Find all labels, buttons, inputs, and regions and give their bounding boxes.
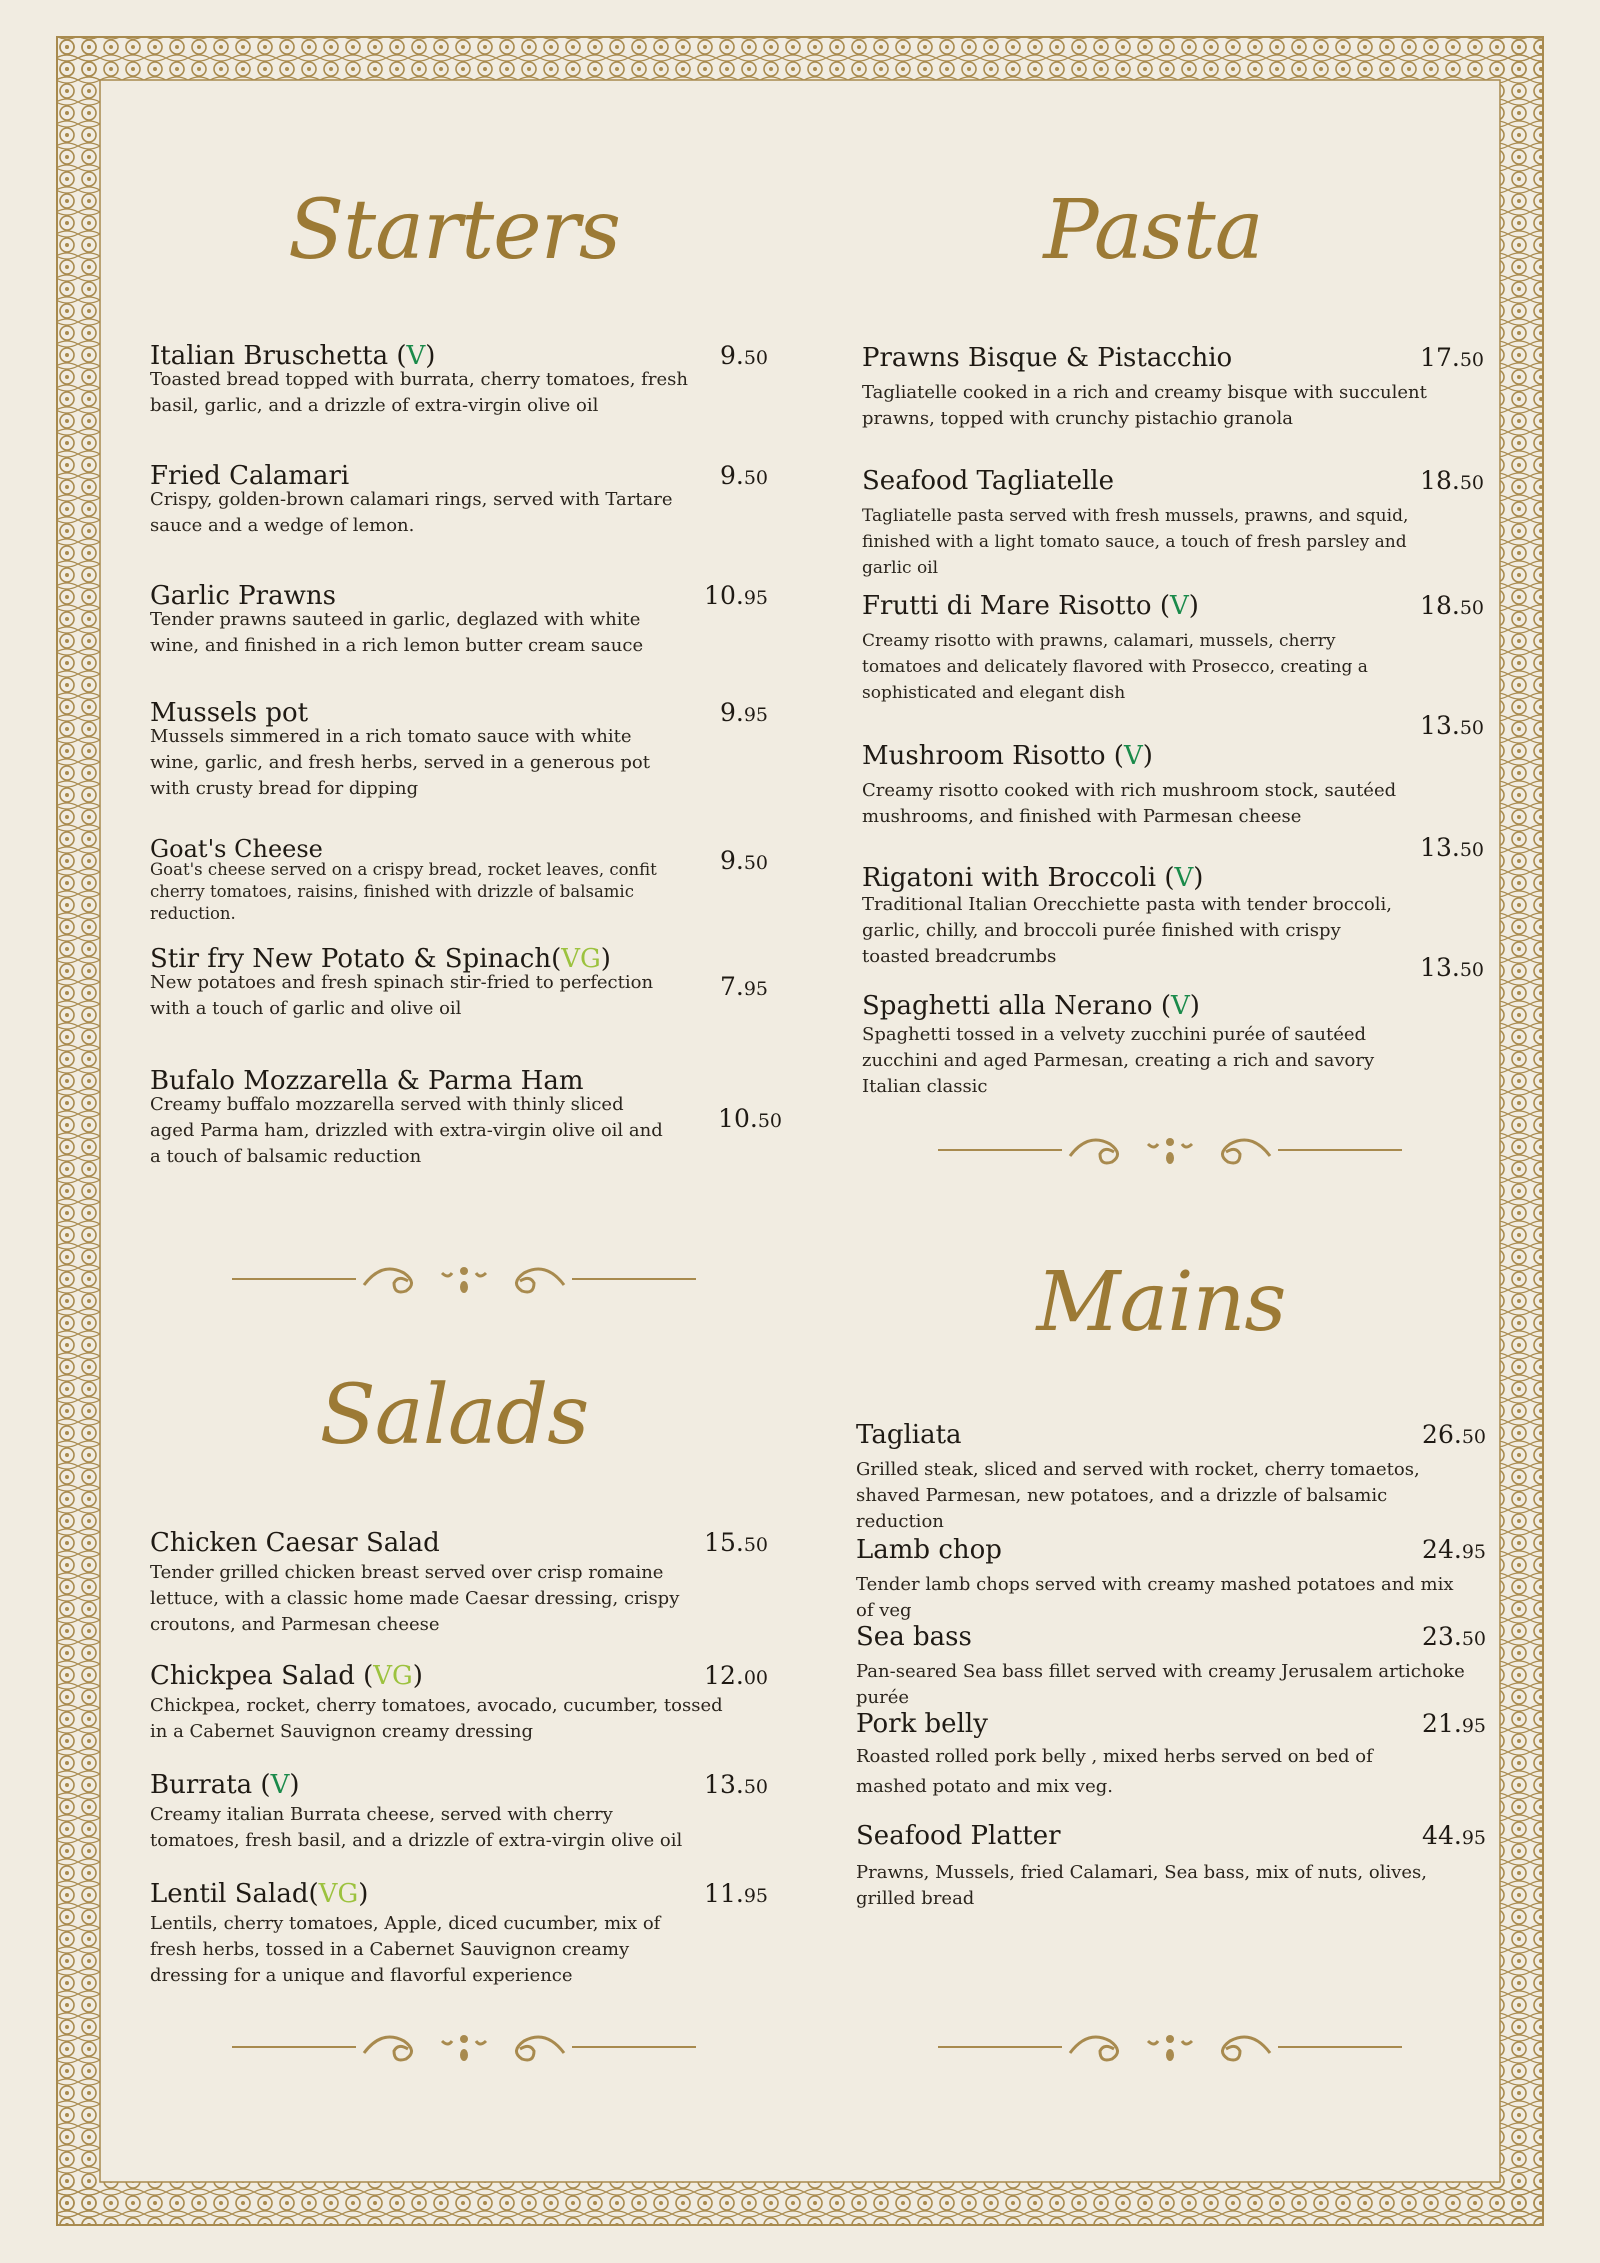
- item-description: Creamy risotto with prawns, calamari, mussels, cherry tomatoes and delicately flavored with Prosecco, creating a sophisticated and elegant dish: [862, 631, 1368, 703]
- item-description: Toasted bread topped with burrata, cherry tomatoes, fresh basil, garlic, and a drizzle of extra-virgin olive oil: [150, 369, 688, 416]
- vegetarian-tag: V: [406, 341, 426, 371]
- item-name: Lamb chop: [856, 1535, 1002, 1565]
- item-description: Traditional Italian Orecchiette pasta with tender broccoli, garlic, chilly, and broccoli purée finished with crispy toasted breadcrumbs: [862, 894, 1392, 967]
- item-description: Creamy italian Burrata cheese, served with cherry tomatoes, fresh basil, and a drizzle of extra-virgin olive oil: [150, 1804, 683, 1851]
- vegetarian-tag: V: [270, 1770, 290, 1800]
- item-name: Mussels pot: [150, 698, 309, 728]
- item-name: Sea bass: [856, 1622, 972, 1652]
- item-name: Bufalo Mozzarella & Parma Ham: [150, 1066, 584, 1096]
- item-price: 26.50: [1422, 1420, 1486, 1449]
- item-name: Fried Calamari: [150, 461, 350, 491]
- item-description: New potatoes and fresh spinach stir-fried to perfection with a touch of garlic and olive oil: [150, 972, 654, 1019]
- section-title-mains: Mains: [1036, 1255, 1286, 1350]
- item-price: 10.50: [718, 1104, 782, 1133]
- item-price: 23.50: [1422, 1622, 1486, 1651]
- item-description: Creamy buffalo mozzarella served with thinly sliced aged Parma ham, drizzled with extra-virgin olive oil and a touch of balsamic reduction: [150, 1094, 663, 1167]
- item-name: Lentil Salad(: [150, 1879, 319, 1909]
- item-price: 13.50: [1420, 711, 1484, 740]
- vegan-tag: VG: [561, 944, 601, 974]
- item-description: Tagliatelle cooked in a rich and creamy bisque with succulent prawns, topped with crunchy pistachio granola: [862, 382, 1427, 429]
- item-price: 24.95: [1422, 1535, 1486, 1564]
- item-description: Goat's cheese served on a crispy bread, rocket leaves, confit cherry tomatoes, raisins, finished with drizzle of balsamic reduction.: [150, 860, 657, 923]
- vegan-tag: VG: [318, 1879, 359, 1909]
- item-name: Goat's Cheese: [150, 835, 323, 863]
- item-price: 10.95: [704, 581, 768, 610]
- ornamental-scroll-divider-icon: [232, 1251, 696, 1307]
- item-name: Prawns Bisque & Pistacchio: [862, 343, 1233, 373]
- item-price: 13.50: [704, 1770, 768, 1799]
- item-price: 7.95: [719, 972, 768, 1001]
- item-price: 12.00: [704, 1661, 768, 1690]
- item-name: Seafood Tagliatelle: [862, 466, 1114, 496]
- ornamental-scroll-divider-icon: [232, 2019, 696, 2075]
- item-price: 9.50: [719, 461, 768, 490]
- item-description: Tender grilled chicken breast served over crisp romaine lettuce, with a classic home made Caesar dressing, crispy croutons, and Parmesan cheese: [150, 1562, 680, 1635]
- item-price: 9.95: [719, 698, 768, 727]
- vegetarian-tag: V: [1170, 991, 1190, 1021]
- item-description: Creamy risotto cooked with rich mushroom stock, sautéed mushrooms, and finished with Parmesan cheese: [862, 780, 1397, 827]
- section-title-starters: Starters: [288, 183, 620, 278]
- item-name: Rigatoni with Broccoli (: [862, 863, 1175, 893]
- item-price: 9.50: [719, 846, 768, 875]
- item-description: Crispy, golden-brown calamari rings, served with Tartare sauce and a wedge of lemon.: [150, 489, 673, 536]
- vegetarian-tag: V: [1174, 863, 1194, 893]
- item-name: Spaghetti alla Nerano (: [862, 991, 1171, 1021]
- item-name: Garlic Prawns: [150, 581, 336, 611]
- item-price: 18.50: [1420, 466, 1484, 495]
- mains-section: [856, 1255, 1486, 1909]
- item-price: 44.95: [1422, 1821, 1486, 1850]
- item-description: Spaghetti tossed in a velvety zucchini purée of sautéed zucchini and aged Parmesan, creating a rich and savory Italian classic: [862, 1024, 1375, 1097]
- item-price: 13.50: [1420, 833, 1484, 862]
- item-price: 11.95: [704, 1879, 768, 1908]
- item-description: Chickpea, rocket, cherry tomatoes, avocado, cucumber, tossed in a Cabernet Sauvignon creamy dressing: [150, 1695, 723, 1742]
- starters-section: Starters Italian Bruschetta (V) 9.50 Toasted bread topped with burrata, cherry tomatoes, fresh basil, garlic, and a drizzle of extra-virgin olive oil Fried Calamari 9.50 Crispy, golden-brown calamari rings, served with Tartare sauce and a wedge of lemon. Garlic Prawns 10.95 Tender prawns sauteed in garlic, deglazed with white wine, and finished in a rich lemon butter cream sauce Mussels pot 9.95 Mussels simmered in a rich tomato sauce with white wine, garlic, and fresh herbs, served in a generous pot with crusty bread for dipping Goat's Cheese 9.50 Goat's cheese served on a crispy bread, rocket leaves, confit cherry tomatoes, raisins, finished with drizzle of balsamic reduction. Stir fry New Potato & Spinach(VG) 7.95 New potatoes and fresh spinach stir-fried to perfection with a touch of garlic and olive oil Bufalo Mozzarella & Parma Ham 10.50 Creamy buffalo mozzarella served with thinly sliced aged Parma ham, drizzled with extra-virgin olive oil and a touch of balsamic reduction: [150, 190, 778, 1180]
- item-name: Stir fry New Potato & Spinach(: [150, 944, 562, 974]
- item-price: 21.95: [1422, 1709, 1486, 1738]
- item-description: Roasted rolled pork belly , mixed herbs served on bed of mashed potato and mix veg.: [856, 1746, 1373, 1797]
- item-description: Mussels simmered in a rich tomato sauce with white wine, garlic, and fresh herbs, served in a generous pot with crusty bread for dipping: [150, 726, 650, 799]
- ornamental-scroll-divider-icon: [938, 2019, 1402, 2075]
- item-name: Burrata (: [150, 1770, 271, 1800]
- item-name: Seafood Platter: [856, 1821, 1061, 1851]
- section-title-pasta: Pasta: [1043, 183, 1263, 278]
- item-name: Italian Bruschetta (: [150, 341, 407, 371]
- item-name: Pork belly: [856, 1709, 988, 1739]
- salads-section: Salads Chicken Caesar Salad 15.50 Tender grilled chicken breast served over crisp romaine lettuce, with a classic home made Caesar dressing, crispy croutons, and Parmesan cheese Chickpea Salad (VG) 12.00 Chickpea, rocket, cherry tomatoes, avocado, cucumber, tossed in a Cabernet Sauvignon creamy dressing Burrata (V) 13.50 Creamy italian Burrata cheese, served with cherry tomatoes, fresh basil, and a drizzle of extra-virgin olive oil Lentil Salad(VG) 11.95 Lentils, cherry tomatoes, Apple, diced cucumber, mix of fresh herbs, tossed in a Cabernet Sauvignon creamy dressing for a unique and flavorful experience: [150, 1375, 778, 1995]
- vegan-tag: VG: [373, 1661, 413, 1691]
- section-title-salads: Salads: [319, 1368, 589, 1463]
- item-name: Frutti di Mare Risotto (: [862, 591, 1170, 621]
- item-description: Tagliatelle pasta served with fresh mussels, prawns, and squid, finished with a light tomato sauce, a touch of fresh parsley and garlic oil: [862, 506, 1409, 578]
- item-name: Chickpea Salad (: [150, 1661, 374, 1691]
- item-description: Grilled steak, sliced and served with rocket, cherry tomaetos, shaved Parmesan, new potatoes, and a drizzle of balsamic reduction: [856, 1459, 1420, 1532]
- item-price: 15.50: [704, 1528, 768, 1557]
- pasta-section: Pasta Prawns Bisque & Pistacchio 17.50 Tagliatelle cooked in a rich and creamy bisque with succulent prawns, topped with crunchy pistachio granola Seafood Tagliatelle 18.50 Tagliatelle pasta served with fresh mussels, prawns, and squid, finished with a light tomato sauce, a touch of fresh parsley and garlic oil Frutti di Mare Risotto (V) 18.50 Creamy risotto with prawns, calamari, mussels, cherry tomatoes and delicately flavored with Prosecco, creating a sophisticated and elegant dish 13.50 Mushroom Risotto (V) Creamy risotto cooked with rich mushroom stock, sautéed mushrooms, and finished with Parmesan cheese 13.50 Rigatoni with Broccoli (V) Traditional Italian Orecchiette pasta with tender broccoli, garlic, chilly, and broccoli purée finished with crispy toasted breadcrumbs 13.50 Spaghetti alla Nerano (V) Spaghetti tossed in a velvety zucchini purée of sautéed zucchini and aged Parmesan, creating a rich and savory Italian classic: [862, 190, 1484, 1110]
- item-name: Tagliata: [856, 1420, 962, 1450]
- item-description: Tender prawns sauteed in garlic, deglazed with white wine, and finished in a rich lemon butter cream sauce: [150, 609, 644, 656]
- ornamental-scroll-divider-icon: [938, 1122, 1402, 1178]
- item-price: 18.50: [1420, 591, 1484, 620]
- vegetarian-tag: V: [1169, 591, 1189, 621]
- item-description: Pan-seared Sea bass fillet served with creamy Jerusalem artichoke purée: [856, 1661, 1465, 1708]
- vegetarian-tag: V: [1123, 741, 1143, 771]
- item-price: 9.50: [719, 341, 768, 370]
- item-description: Lentils, cherry tomatoes, Apple, diced cucumber, mix of fresh herbs, tossed in a Cabernet Sauvignon creamy dressing for a unique and flavorful experience: [150, 1913, 661, 1986]
- item-price: 13.50: [1420, 953, 1484, 982]
- item-name: Mushroom Risotto (: [862, 741, 1124, 771]
- item-name: Chicken Caesar Salad: [150, 1528, 440, 1558]
- item-description: Tender lamb chops served with creamy mashed potatoes and mix of veg: [856, 1574, 1454, 1621]
- item-description: Prawns, Mussels, fried Calamari, Sea bass, mix of nuts, olives, grilled bread: [856, 1862, 1427, 1909]
- item-price: 17.50: [1420, 343, 1484, 372]
